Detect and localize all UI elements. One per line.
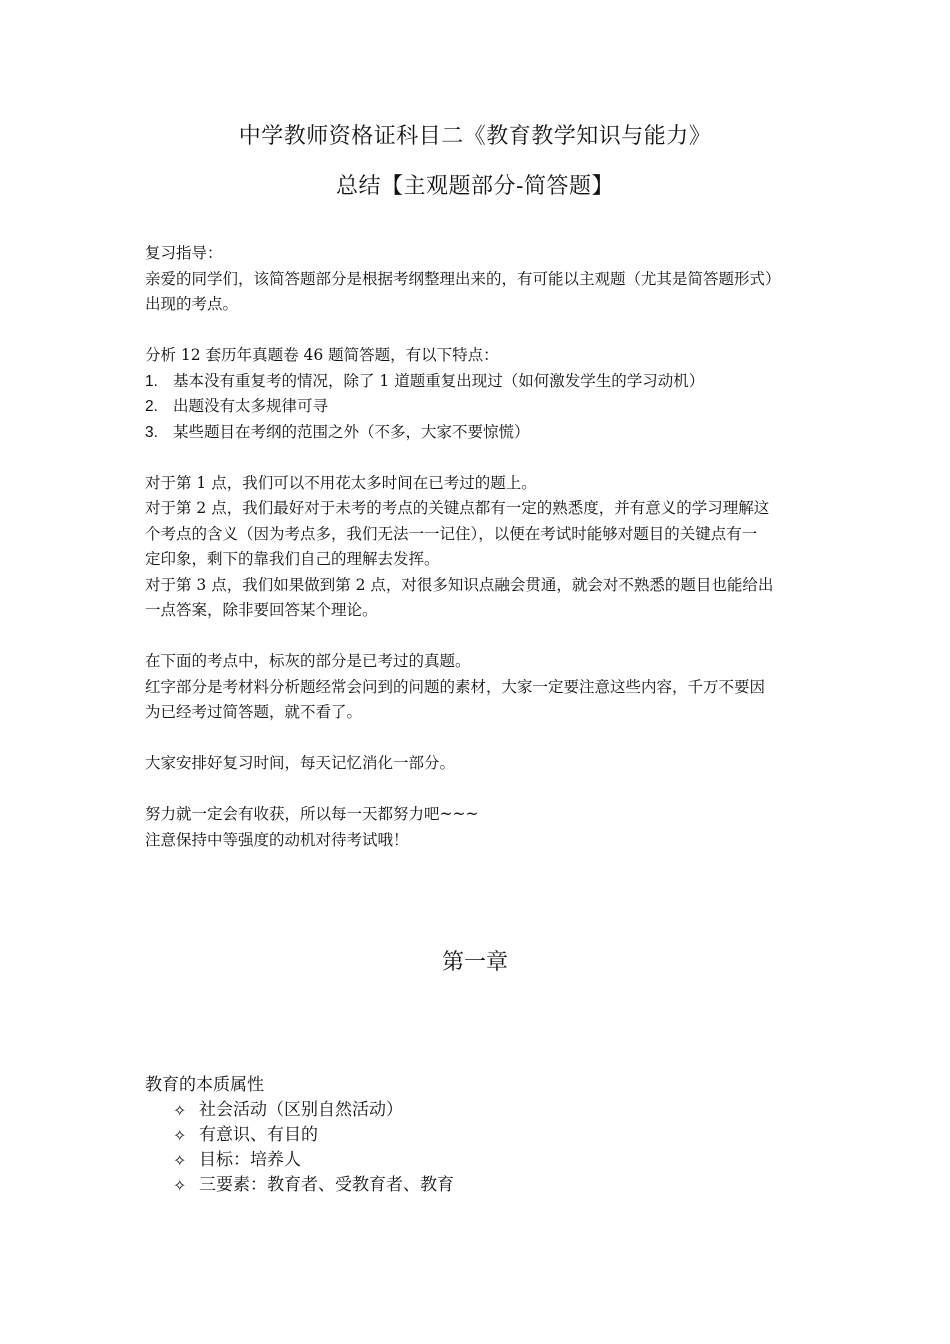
feature-item	[145, 369, 810, 395]
guide-intro-line-1: 亲爱的同学们，该简答题部分是根据考纲整理出来的，有可能以主观题（尤其是简答题形式）	[145, 269, 781, 288]
list-item-text: 社会活动（区别自然活动）	[199, 1100, 403, 1120]
review-guide	[145, 241, 810, 853]
list-item	[173, 1173, 810, 1198]
feature-item	[145, 420, 810, 446]
point-3-line-2: 一点答案，除非要回答某个理论。	[145, 601, 378, 619]
list-item-text: 有意识、有目的	[199, 1125, 318, 1145]
document-title: 中学教师资格证科目二《教育教学知识与能力》	[238, 124, 712, 149]
section-essence	[145, 1073, 810, 1198]
guide-heading: 复习指导：	[145, 244, 223, 262]
feature-text: 基本没有重复考的情况，除了 1 道题重复出现过（如何激发学生的学习动机）	[173, 371, 705, 390]
diamond-star-icon: ✧	[173, 1126, 187, 1145]
list-item-text: 目标：培养人	[199, 1150, 301, 1170]
gray-note: 在下面的考点中，标灰的部分是已考过的真题。	[145, 652, 471, 670]
feature-text: 出题没有太多规律可寻	[173, 397, 329, 415]
diamond-star-icon: ✧	[173, 1176, 187, 1195]
guide-intro-line-2: 出现的考点。	[145, 295, 239, 313]
spacer	[145, 445, 810, 471]
analysis-text: 分析 12 套历年真题卷 46 题简答题，有以下特点：	[145, 346, 499, 364]
section-heading: 教育的本质属性	[145, 1075, 264, 1095]
chapter-title: 第一章	[441, 950, 508, 975]
point-2-line-3: 定印象，剩下的靠我们自己的理解去发挥。	[145, 550, 440, 568]
motivation-text: 注意保持中等强度的动机对待考试哦！	[145, 830, 409, 849]
bullet-list	[145, 1098, 810, 1198]
diamond-star-icon: ✧	[173, 1151, 187, 1170]
feature-number: 1.	[145, 372, 158, 390]
feature-number: 3.	[145, 423, 158, 441]
point-1-text: 对于第 1 点，我们可以不用花太多时间在已考过的题上。	[145, 473, 537, 492]
point-2-line-2: 个考点的含义（因为考点多，我们无法一一记住），以便在考试时能够对题目的关键点有一	[145, 524, 758, 543]
feature-list	[145, 369, 810, 446]
feature-item	[145, 394, 810, 420]
spacer	[145, 726, 810, 752]
list-item	[173, 1123, 810, 1148]
encourage-text: 努力就一定会有收获，所以每一天都努力吧~~~	[145, 805, 479, 823]
point-3-line-1: 对于第 3 点，我们如果做到第 2 点，对很多知识点融会贯通，就会对不熟悉的题目也能给出	[145, 575, 774, 594]
diamond-star-icon: ✧	[173, 1101, 187, 1120]
spacer	[145, 624, 810, 650]
red-note-line-2: 为已经考过简答题，就不看了。	[145, 703, 363, 721]
feature-text: 某些题目在考纲的范围之外（不多，大家不要惊慌）	[173, 422, 530, 441]
spacer	[145, 777, 810, 803]
point-2-line-1: 对于第 2 点，我们最好对于未考的考点的关键点都有一定的熟悉度，并有意义的学习理解这	[145, 499, 770, 517]
feature-number: 2.	[145, 398, 158, 415]
list-item	[173, 1098, 810, 1123]
spacer	[145, 318, 810, 344]
schedule-text: 大家安排好复习时间，每天记忆消化一部分。	[145, 754, 456, 772]
document-subtitle: 总结【主观题部分-简答题】	[336, 174, 614, 199]
list-item-text: 三要素：教育者、受教育者、教育	[199, 1175, 454, 1195]
list-item	[173, 1148, 810, 1173]
red-note-line-1: 红字部分是考材料分析题经常会问到的问题的素材，大家一定要注意这些内容，千万不要因	[145, 677, 766, 696]
